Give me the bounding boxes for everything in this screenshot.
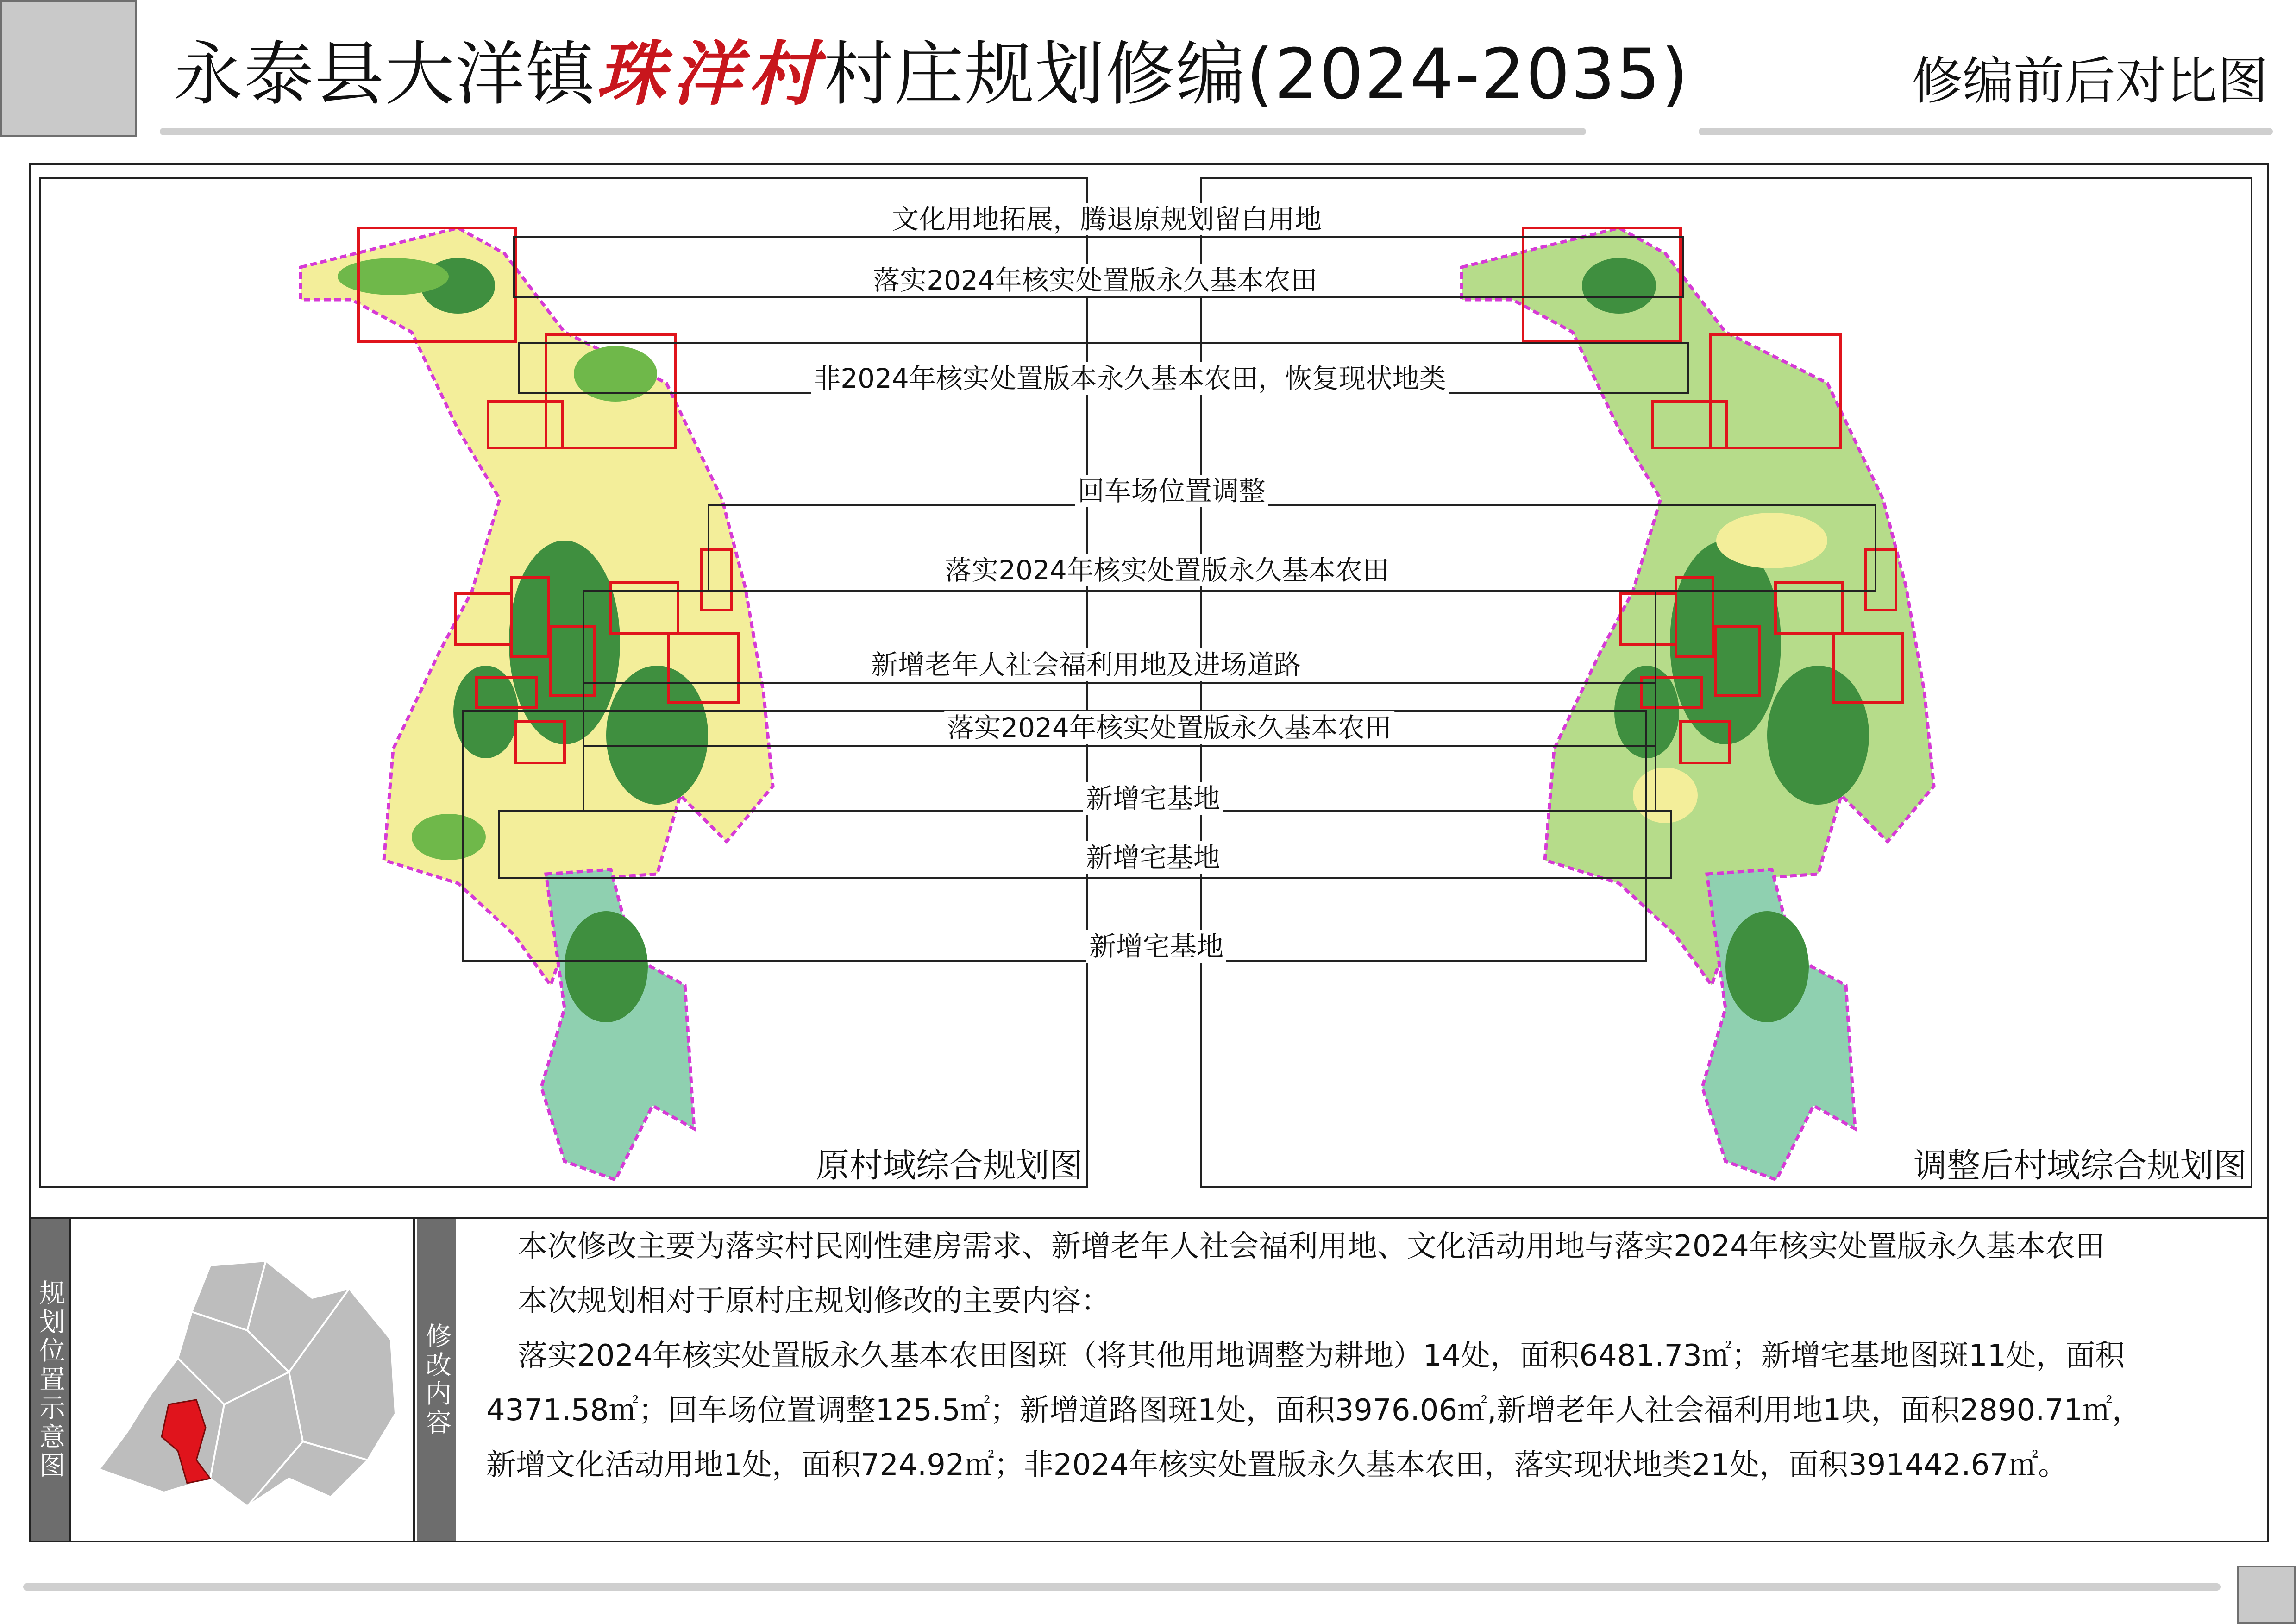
modification-tab: 修改内容 xyxy=(417,1219,456,1541)
page-subtitle: 修编前后对比图 xyxy=(1912,51,2268,111)
modification-heading: 本次规划相对于原村庄规划修改的主要内容： xyxy=(518,1284,1110,1318)
modification-description xyxy=(463,1219,2265,1541)
footer-rule xyxy=(23,1583,2221,1591)
callout-homestead-1: 新增宅基地 xyxy=(1083,782,1223,815)
modification-detail-3: 新增文化活动用地1处，面积724.92㎡；非2024年核实处置版永久基本农田，落实现状地类21处，面积391442.67㎡。 xyxy=(486,1448,2068,1482)
title-suffix: 村庄规划修编(2024-2035) xyxy=(824,34,1689,115)
connector-box xyxy=(463,711,1646,961)
modification-detail-1: 落实2024年核实处置版永久基本农田图斑（将其他用地调整为耕地）14处，面积6481.73㎡；新增宅基地图斑11处，面积 xyxy=(518,1339,2125,1373)
callout-turnaround: 回车场位置调整 xyxy=(1075,475,1268,507)
original-plan-map-label: 原村域综合规划图 xyxy=(812,1145,1086,1186)
callout-restore-status: 非2024年核实处置版本永久基本农田，恢复现状地类 xyxy=(811,362,1449,395)
callout-homestead-3: 新增宅基地 xyxy=(1086,930,1226,963)
callout-farmland-3: 落实2024年核实处置版永久基本农田 xyxy=(944,711,1394,744)
county-outline xyxy=(99,1261,395,1506)
callout-elderly-welfare: 新增老年人社会福利用地及进场道路 xyxy=(868,648,1304,681)
callout-homestead-2: 新增宅基地 xyxy=(1083,841,1223,874)
adjusted-plan-map-label: 调整后村域综合规划图 xyxy=(1910,1145,2251,1186)
modification-detail-2: 4371.58㎡；回车场位置调整125.5㎡；新增道路图斑1处，面积3976.06㎡,新增老年人社会福利用地1块，面积2890.71㎡， xyxy=(486,1393,2142,1428)
location-map xyxy=(71,1219,413,1541)
corner-box-bottom-right xyxy=(2237,1566,2296,1624)
title-village-name: 珠洋村 xyxy=(596,33,824,115)
callout-farmland-2: 落实2024年核实处置版永久基本农田 xyxy=(942,554,1392,586)
modification-intro: 本次修改主要为落实村民刚性建房需求、新增老年人社会福利用地、文化活动用地与落实2024年核实处置版永久基本农田 xyxy=(518,1229,2105,1264)
location-map-box xyxy=(69,1219,415,1541)
callout-farmland-1: 落实2024年核实处置版永久基本农田 xyxy=(870,264,1320,296)
location-tab: 规划位置示意图 xyxy=(31,1219,69,1541)
callout-culture-land: 文化用地拓展，腾退原规划留白用地 xyxy=(889,203,1324,235)
title-prefix: 永泰县大洋镇 xyxy=(174,34,596,115)
